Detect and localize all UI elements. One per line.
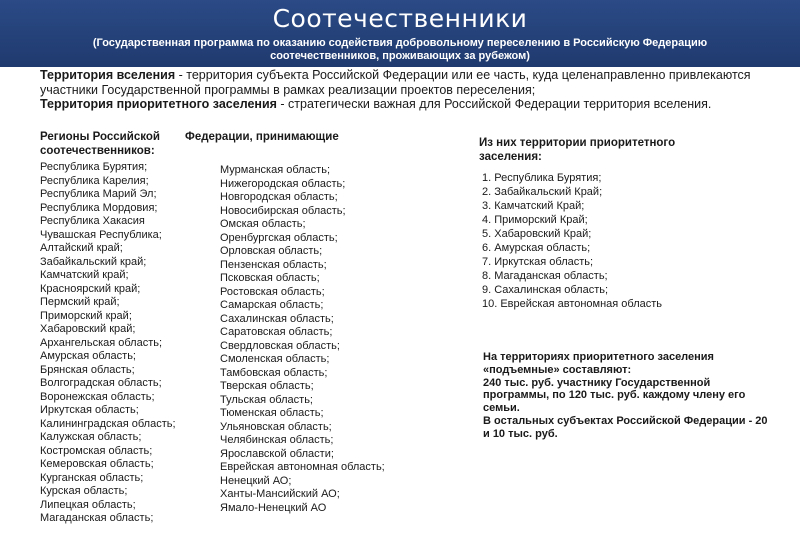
list-item: Тульская область; xyxy=(220,393,313,406)
list-item: Курская область; xyxy=(40,485,128,497)
definition-text: - стратегически важная для Российской Федерации территория вселения. xyxy=(276,97,712,111)
list-item: Оренбургская область; xyxy=(220,231,338,244)
list-item: Ненецкий АО; xyxy=(220,474,292,487)
list-item: Нижегородская область; xyxy=(220,177,346,190)
list-item: Волгоградская область; xyxy=(40,377,162,389)
list-item: Республика Мордовия; xyxy=(40,201,158,214)
regions-heading-part2: Федерации, принимающие xyxy=(185,131,339,143)
list-item: Саратовская область; xyxy=(220,326,333,338)
list-item: Пермский край; xyxy=(40,296,120,308)
list-item: 3. Камчатский Край; xyxy=(482,200,585,212)
lifting-line-2: 240 тыс. руб. участнику Государственной программы, по 120 тыс. руб. каждому члену его семьи. xyxy=(483,376,746,415)
header-banner xyxy=(0,0,800,67)
list-item: Архангельская область; xyxy=(40,336,163,349)
list-item: 8. Магаданская область; xyxy=(482,270,608,282)
list-item: Брянская область; xyxy=(40,363,135,376)
list-item: 5. Хабаровский Край; xyxy=(482,228,592,240)
priority-heading: Из них территории приоритетного заселения: xyxy=(479,137,676,163)
list-item: Пензенская область; xyxy=(220,258,327,271)
list-item: Мурманская область; xyxy=(220,164,331,176)
list-item: Курганская область; xyxy=(40,471,144,484)
list-item: 9. Сахалинская область; xyxy=(482,284,609,296)
definitions xyxy=(40,68,760,112)
list-item: Иркутская область; xyxy=(40,404,139,416)
list-item: Калининградская область; xyxy=(40,417,176,430)
list-item: Псковская область; xyxy=(220,272,320,284)
list-item: 10. Еврейская автономная область xyxy=(482,298,663,310)
list-item: 7. Иркутская область; xyxy=(482,256,594,268)
list-item: Ярославской области; xyxy=(220,447,334,460)
list-item: 6. Амурская область; xyxy=(482,242,591,254)
priority-list xyxy=(482,171,662,311)
list-item: Камчатский край; xyxy=(40,269,129,281)
list-item: Ульяновская область; xyxy=(220,420,332,433)
list-item: Ростовская область; xyxy=(220,285,325,298)
list-item: Чувашская Республика; xyxy=(40,228,162,241)
list-item: Самарская область; xyxy=(220,299,324,311)
regions-column-1 xyxy=(40,161,176,526)
list-item: 1. Республика Бурятия; xyxy=(482,172,602,184)
definition-priority xyxy=(40,97,760,112)
list-item: Новосибирская область; xyxy=(220,204,346,217)
list-item: Республика Хакасия xyxy=(40,215,145,227)
lifting-line-1: На территориях приоритетного заселения «подъемные» составляют: xyxy=(483,351,714,376)
list-item: Свердловская область; xyxy=(220,339,340,352)
list-item: Костромская область; xyxy=(40,444,153,457)
list-item: Хабаровский край; xyxy=(40,323,136,335)
regions-heading-part1: Регионы Российской соотечественников: xyxy=(40,131,160,157)
regions-heading xyxy=(40,130,420,158)
list-item: Еврейская автономная область; xyxy=(220,461,385,473)
list-item: Тюменская область; xyxy=(220,407,324,419)
list-item: Республика Бурятия; xyxy=(40,161,148,173)
definition-term: Территория вселения xyxy=(40,68,176,82)
list-item: Омская область; xyxy=(220,218,306,230)
list-item: Алтайский край; xyxy=(40,242,123,254)
list-item: Приморский край; xyxy=(40,309,132,322)
list-item: Тамбовская область; xyxy=(220,366,328,379)
lifting-allowance-note xyxy=(483,351,773,441)
list-item: Амурская область; xyxy=(40,350,136,362)
list-item: Смоленская область; xyxy=(220,353,330,365)
list-item: Магаданская область; xyxy=(40,512,154,524)
list-item: Забайкальский край; xyxy=(40,255,147,268)
list-item: Ханты-Мансийский АО; xyxy=(220,488,340,500)
regions-column-2 xyxy=(220,164,385,515)
list-item: Тверская область; xyxy=(220,380,314,392)
list-item: Воронежская область; xyxy=(40,390,155,403)
list-item: Красноярский край; xyxy=(40,282,141,295)
list-item: Калужская область; xyxy=(40,431,142,443)
list-item: 2. Забайкальский Край; xyxy=(482,186,603,198)
page-subtitle: (Государственная программа по оказанию содействия добровольному переселению в Российскую Федерацию соотечественников, проживающих за рубежом) xyxy=(92,37,708,62)
list-item: Республика Марий Эл; xyxy=(40,188,157,200)
definition-settlement xyxy=(40,68,760,97)
list-item: Республика Карелия; xyxy=(40,174,149,187)
list-item: Кемеровская область; xyxy=(40,458,154,470)
list-item: Липецкая область; xyxy=(40,498,136,511)
list-item: 4. Приморский Край; xyxy=(482,214,588,226)
definition-term: Территория приоритетного заселения xyxy=(40,97,277,111)
lifting-line-3: В остальных субъектах Российской Федерации - 20 и 10 тыс. руб. xyxy=(483,414,768,440)
list-item: Сахалинская область; xyxy=(220,312,334,325)
page-title: Соотечественники xyxy=(272,4,528,33)
list-item: Ямало-Ненецкий АО xyxy=(220,501,327,514)
definition-text: - территория субъекта Российской Федерации или ее часть, куда целенаправленно привлекаются участники Государственной программы в рамках реализации проектов переселения; xyxy=(40,68,751,97)
list-item: Орловская область; xyxy=(220,245,323,257)
list-item: Челябинская область; xyxy=(220,434,334,446)
list-item: Новгородская область; xyxy=(220,191,338,203)
